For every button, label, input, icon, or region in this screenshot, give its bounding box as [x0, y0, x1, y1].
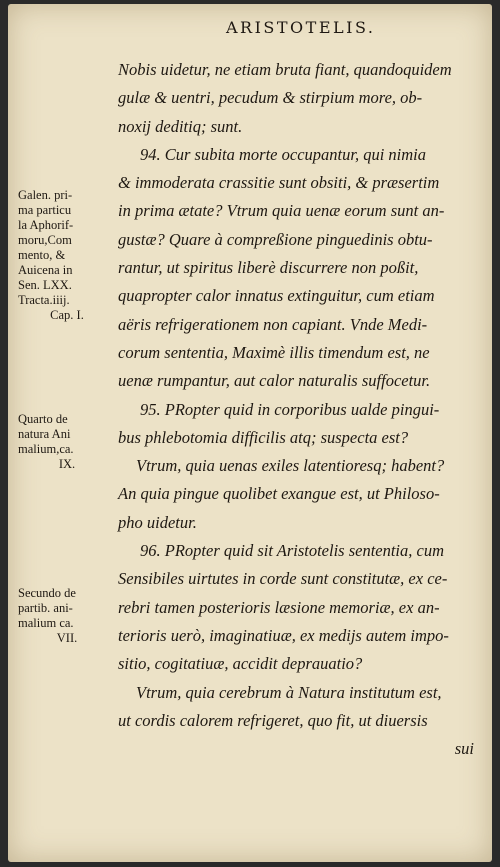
text-line: Nobis uidetur, ne etiam bruta fiant, quandoquidem: [118, 60, 452, 79]
text-line: ut cordis calorem refrigeret, quo fit, ut diuersis: [118, 710, 428, 730]
text-line: rebri tamen posterioris læsione memoriæ, ex an-: [118, 597, 440, 617]
text-line: rantur, ut spiritus liberè discurrere non poßit,: [118, 258, 419, 278]
margin-line: natura Ani: [18, 427, 71, 441]
marginal-note: [18, 188, 116, 323]
margin-line: la Aphorif-: [18, 218, 74, 232]
text-line: & immoderata crassitie sunt obsiti, & præsertim: [118, 173, 440, 193]
margin-line: Tracta.iiij.: [18, 293, 70, 307]
marginal-note: [18, 586, 116, 646]
text-line: gulæ & uentri, pecudum & stirpium more, ob-: [118, 88, 423, 108]
margin-line: Galen. pri-: [18, 188, 73, 202]
margin-line: Auicena in: [18, 263, 73, 277]
text-line: uenæ rumpantur, aut calor naturalis suffocetur.: [118, 371, 431, 391]
text-line: Vtrum, quia cerebrum à Natura institutum est,: [136, 682, 442, 702]
text-line: sui: [454, 739, 474, 759]
margin-line: Cap. I.: [50, 308, 84, 322]
text-line: terioris uerò, imaginatiuæ, ex medijs autem impo-: [118, 625, 449, 645]
text-line: pho uidetur.: [118, 512, 197, 532]
margin-line: malium,ca.: [18, 442, 74, 456]
text-line: 96. PRopter quid sit Aristotelis sententia, cum: [140, 541, 445, 561]
text-line: An quia pingue quolibet exangue est, ut Philoso-: [118, 484, 440, 504]
text-line: bus phlebotomia difficilis atq; suspecta est?: [118, 427, 409, 447]
book-page: [8, 4, 492, 862]
text-line: Sensibiles uirtutes in corde sunt constitutæ, ex ce-: [118, 569, 448, 589]
margin-line: Secundo de: [18, 586, 76, 600]
text-line: sitio, cogitatiuæ, accidit deprauatio?: [118, 654, 363, 674]
text-line: 94. Cur subita morte occupantur, qui nimia: [140, 144, 427, 164]
text-line: 95. PRopter quid in corporibus ualde pingui-: [140, 399, 440, 419]
text-line: quapropter calor innatus extinguitur, cum etiam: [118, 286, 435, 306]
margin-line: mento, &: [18, 248, 66, 262]
margin-line: moru,Com: [18, 233, 72, 247]
text-line: aëris refrigerationem non capiant. Vnde Medi-: [118, 314, 428, 334]
marginal-note: [18, 412, 116, 472]
margin-line: Quarto de: [18, 412, 68, 426]
text-line: corum sententia, Maximè illis timendum est, ne: [118, 342, 430, 362]
margin-line: Sen. LXX.: [18, 278, 72, 292]
main-text-block: [118, 56, 480, 763]
running-head: ARISTOTELIS.: [226, 18, 376, 37]
margin-line: ma particu: [18, 203, 72, 217]
margin-line: malium ca.: [18, 616, 74, 630]
text-line: noxij deditiq; sunt.: [118, 116, 243, 136]
margin-line: IX.: [58, 457, 76, 471]
text-line: gustæ? Quare à compreßione pinguedinis obtu-: [118, 229, 433, 249]
margin-line: VII.: [56, 631, 78, 645]
text-line: Vtrum, quia uenas exiles latentioresq; habent?: [136, 456, 445, 476]
margin-line: partib. ani-: [18, 601, 73, 615]
text-line: in prima ætate? Vtrum quia uenæ eorum sunt an-: [118, 201, 445, 221]
